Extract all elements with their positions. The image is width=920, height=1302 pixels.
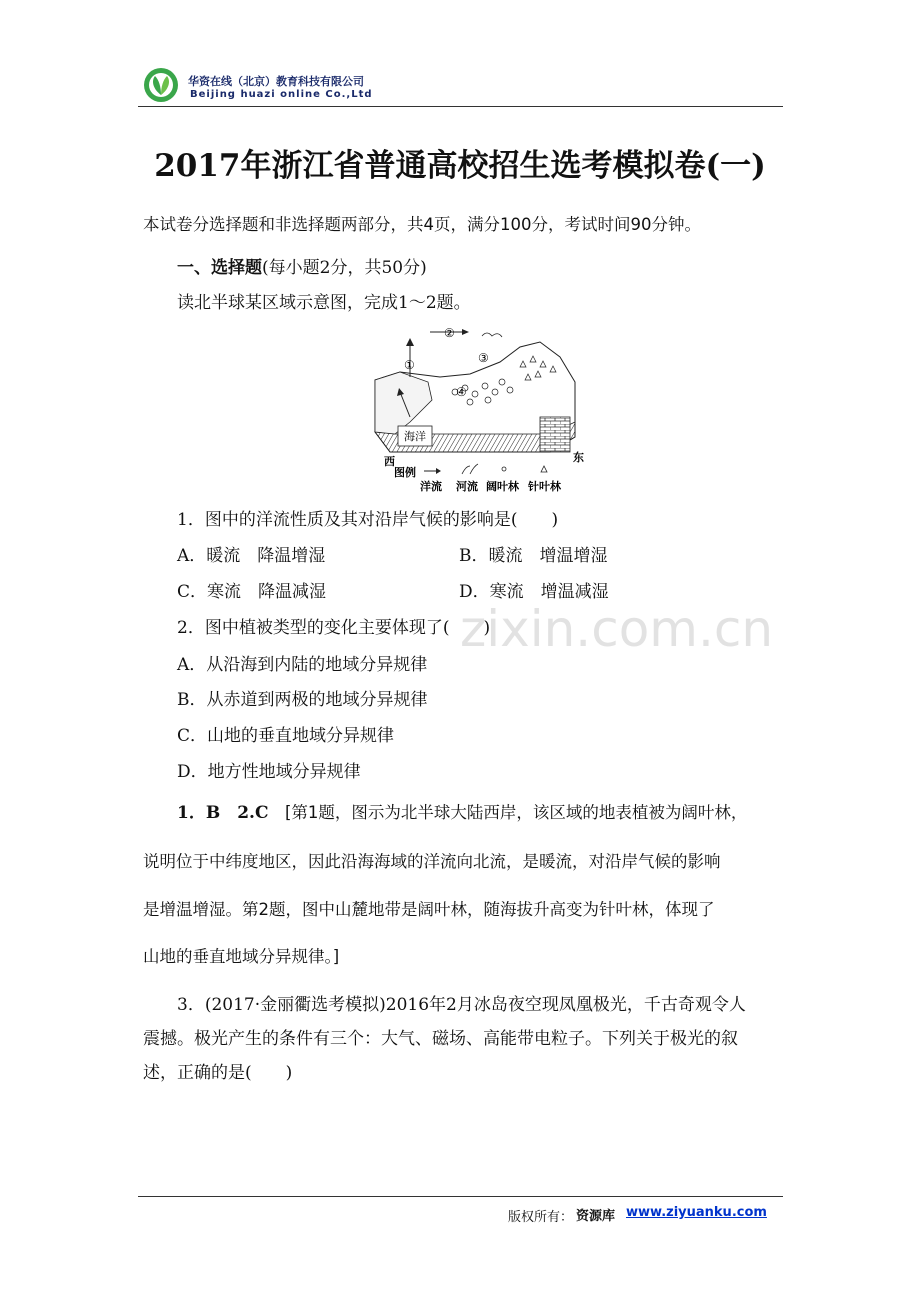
ocean-label: 海洋 [404,430,426,443]
geography-block-diagram [370,322,585,494]
footer-url-link[interactable]: www.ziyuanku.com [626,1205,767,1220]
answer-text-1: [第1题，图示为北半球大陆西岸，该区域的地表植被为阔叶林， [284,803,748,822]
section-heading-title: 一、选择题 [177,258,262,278]
legend-river-icon [462,464,478,474]
label-3: ③ [478,351,489,365]
label-1: ① [404,358,415,372]
company-logo-icon [143,67,179,103]
exam-intro: 本试卷分选择题和非选择题两部分，共4页，满分100分，考试时间90分钟。 [143,215,701,234]
company-name-cn: 华资在线（北京）教育科技有限公司 [188,75,364,88]
legend-item-current: 洋流 [420,480,442,493]
question-1-option-a: A．暖流 降温增湿 [177,546,326,566]
section-heading-note: (每小题2分，共50分) [262,258,427,278]
legend-conifer-icon [541,466,547,472]
question-2-option-b: B．从赤道到两极的地域分异规律 [177,690,428,710]
question-1-stem: 1．图中的洋流性质及其对沿岸气候的影响是( ) [177,510,559,530]
footer-divider [138,1196,783,1197]
figure-prompt: 读北半球某区域示意图，完成1～2题。 [177,293,471,313]
question-3-line-2: 震撼。极光产生的条件有三个：大气、磁场、高能带电粒子。下列关于极光的叙 [143,1029,738,1049]
question-3-line-3: 述，正确的是( ) [143,1063,293,1083]
question-2-stem: 2．图中植被类型的变化主要体现了( ) [177,618,491,638]
answer-line-1 [177,798,747,823]
east-label: 东 [573,451,584,464]
question-2-option-a: A．从沿海到内陆的地域分异规律 [177,655,428,675]
question-3-line-1: 3．(2017·金丽衢选考模拟)2016年2月冰岛夜空现凤凰极光，千古奇观令人 [177,995,746,1015]
legend-broadleaf-icon [502,467,506,471]
answer-line-3: 是增温增湿。第2题，图中山麓地带是阔叶林，随海拔升高变为针叶林，体现了 [143,900,715,919]
question-1-option-b: B．暖流 增温增湿 [459,546,608,566]
legend-title: 图例 [394,466,416,479]
legend-item-conifer: 针叶林 [528,480,561,493]
west-label: 西 [384,455,395,468]
answer-line-2: 说明位于中纬度地区，因此沿海海域的洋流向北流，是暖流，对沿岸气候的影响 [143,852,721,871]
label-2: ② [444,326,455,340]
label-4: ④ [456,385,467,399]
question-2-option-c: C．山地的垂直地域分异规律 [177,726,395,746]
legend-item-broadleaf: 阔叶林 [486,480,519,493]
legend-current-icon [436,468,441,474]
watermark: zixin.com.cn [460,600,774,658]
question-2-option-d: D．地方性地域分异规律 [177,762,361,782]
answer-line-4: 山地的垂直地域分异规律。] [143,947,340,966]
answer-key: 1．B 2.C [177,803,269,823]
footer-copyright-label: 版权所有： [508,1210,574,1225]
header-divider [138,106,783,107]
company-name-en: Beijing huazi online Co.,Ltd [190,89,373,100]
footer-site-name: 资源库 [576,1209,616,1224]
page-title: 2017年浙江省普通高校招生选考模拟卷(一) [154,148,766,184]
question-1-option-c: C．寒流 降温减湿 [177,582,327,602]
section-heading [177,253,427,278]
legend-item-river: 河流 [456,480,478,493]
question-1-option-d: D．寒流 增温减湿 [459,582,609,602]
